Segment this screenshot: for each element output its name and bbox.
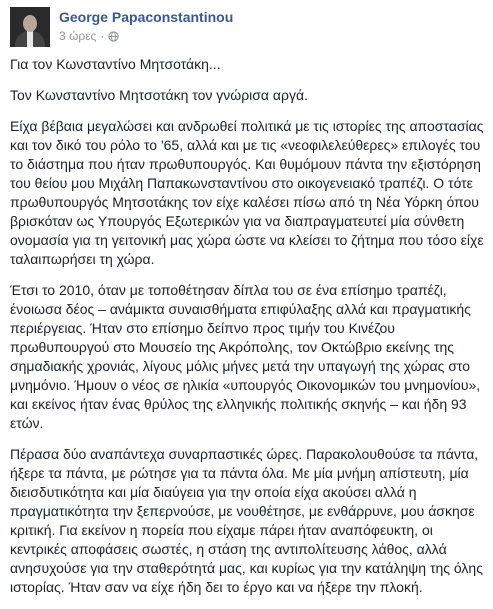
post-paragraph: Τον Κωνσταντίνο Μητσοτάκη τον γνώρισα αργά. — [10, 87, 308, 103]
meta-separator: · — [100, 29, 105, 43]
author-name-link[interactable]: George Papaconstantinou — [59, 9, 234, 25]
post-timestamp-link[interactable]: 3 ώρες — [59, 29, 97, 43]
globe-icon[interactable] — [108, 31, 119, 42]
post-paragraph: Πέρασα δύο αναπάντεχα συναρπαστικές ώρες. Παρακολουθούσε τα πάντα, ήξερε τα πάντα, με ρώτησε για τα πάντα όλα. Με μία μνήμη απίστευτη, μία διεισδυτικότητα και μία διαύγεια για την οποία είχα ακούσει αλλά η πραγματικότητα την ξεπερνούσε, με νουθέτησε, με ενθάρρυνε, μου άσκησε κριτική. Για εκείνον η πορεία που είχαμε πάρει ήταν αναπόφευκτη, οι κεντρικές αποφάσεις σωστές, η στάση της αντιπολίτευσης λάθος, αλλά ανησυχούσε για την σταθερότητά μας, και κυρίως για την κατάληψη της όλης ιστορίας. Ήταν σαν να είχε ήδη δει το έργο και να ήξερε την πλοκή. — [10, 446, 483, 595]
post-paragraph: Είχα βέβαια μεγαλώσει και ανδρωθεί πολιτικά με τις ιστορίες της αποστασίας και τον δικό του ρόλο το '65, αλλά και με τις «νεοφιλελεύθερες» επιλογές του το διάστημα που ήταν πρωθυπουργός. Και θυμόμουν πάντα την εξιστόρηση του θείου μου Μιχάλη Παπακωνσταντίνου στο οικογενειακό τραπέζι. Ο τότε πρωθυπουργός Μητσοτάκης τον είχε καλέσει πίσω από τη Νέα Υόρκη όπου βρισκόταν ως Υπουργός Εξωτερικών για να διαπραγματευτεί μία σύνθετη ονομασία για τη γειτονική μας χώρα ώστε να κλείσει το ζήτημα που τόσο είχε ταλαιπωρήσει τη χώρα. — [10, 118, 484, 267]
post-header — [10, 7, 233, 49]
post-meta — [59, 7, 233, 44]
post-paragraph: Έτσι το 2010, όταν με τοποθέτησαν δίπλα του σε ένα επίσημο τραπέζι, ένοιωσα δέος – ανάμικτα συναισθήματα επιφύλαξης αλλά και πραγματικής περιέργειας. Ήταν στο επίσημο δείπνο προς τιμήν του Κινέζου πρωθυπουργού στο Μουσείο της Ακρόπολης, τον Οκτώβριο εκείνης της σημαδιακής χρονιάς, λίγους μόλις μήνες μετά την υπαγωγή της χώρας στο μνημόνιο. Ήμουν ο νέος σε ηλικία «υπουργός Οικονομικών του μνημονίου», και εκείνος ήταν ένας θρύλος της ελληνικής πολιτικής σκηνής – και ήδη 93 ετών. — [10, 282, 481, 431]
post-paragraph: Για τον Κωνσταντίνο Μητσοτάκη... — [10, 56, 221, 72]
post-timeline — [59, 29, 233, 44]
author-avatar[interactable] — [10, 7, 50, 47]
post-body — [10, 55, 488, 609]
